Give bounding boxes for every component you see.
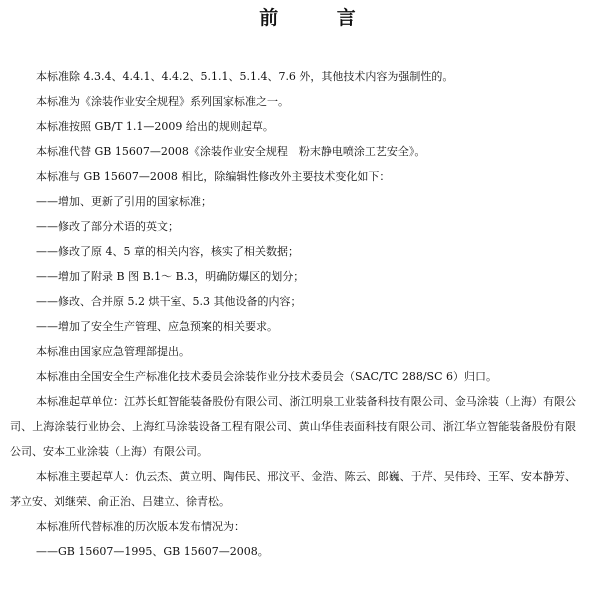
paragraph-history-intro: 本标准所代替标准的历次版本发布情况为：	[36, 520, 245, 533]
change-item: ——修改、合并原 5.2 烘干室、5.3 其他设备的内容；	[36, 295, 302, 308]
paragraph-drafters: 本标准主要起草人：仇云杰、黄立明、陶伟民、邢汶平、金浩、陈云、郎巍、于芹、吴伟玲、王军、安本静芳、茅立安、刘继荣、俞正治、吕建立、徐青松。	[10, 470, 576, 508]
paragraph-series: 本标准为《涂装作业安全规程》系列国家标准之一。	[36, 95, 289, 108]
change-item: ——增加、更新了引用的国家标准；	[36, 195, 212, 208]
page-title: 前 言	[259, 7, 382, 29]
change-item: ——修改了部分术语的英文；	[36, 220, 179, 233]
change-item: ——修改了原 4、5 章的相关内容，核实了相关数据；	[36, 245, 299, 258]
paragraph-proposer: 本标准由国家应急管理部提出。	[36, 345, 190, 358]
paragraph-drafting-units: 本标准起草单位：江苏长虹智能装备股份有限公司、浙江明泉工业装备科技有限公司、金马涂装（上海）有限公司、上海涂装行业协会、上海红马涂装设备工程有限公司、黄山华佳表面科技有限公司、浙江华立智能装备股份有限公司、安本工业涂装（上海）有限公司。	[10, 395, 576, 458]
paragraph-mandatory-clauses: 本标准除 4.3.4、4.4.1、4.4.2、5.1.1、5.1.4、7.6 外，其他技术内容为强制性的。	[36, 70, 454, 83]
paragraph-drafting-rules: 本标准按照 GB/T 1.1—2009 给出的规则起草。	[36, 120, 274, 133]
history-item: ——GB 15607—1995、GB 15607—2008。	[36, 545, 269, 558]
change-item: ——增加了附录 B 图 B.1～ B.3，明确防爆区的划分；	[36, 270, 305, 283]
paragraph-replaces: 本标准代替 GB 15607—2008《涂装作业安全规程 粉末静电喷涂工艺安全》。	[36, 145, 426, 158]
change-item: ——增加了安全生产管理、应急预案的相关要求。	[36, 320, 278, 333]
paragraph-committee: 本标准由全国安全生产标准化技术委员会涂装作业分技术委员会（SAC/TC 288/SC 6）归口。	[36, 370, 497, 383]
paragraph-changes-intro: 本标准与 GB 15607—2008 相比，除编辑性修改外主要技术变化如下：	[36, 170, 391, 183]
foreword-body	[10, 64, 576, 564]
